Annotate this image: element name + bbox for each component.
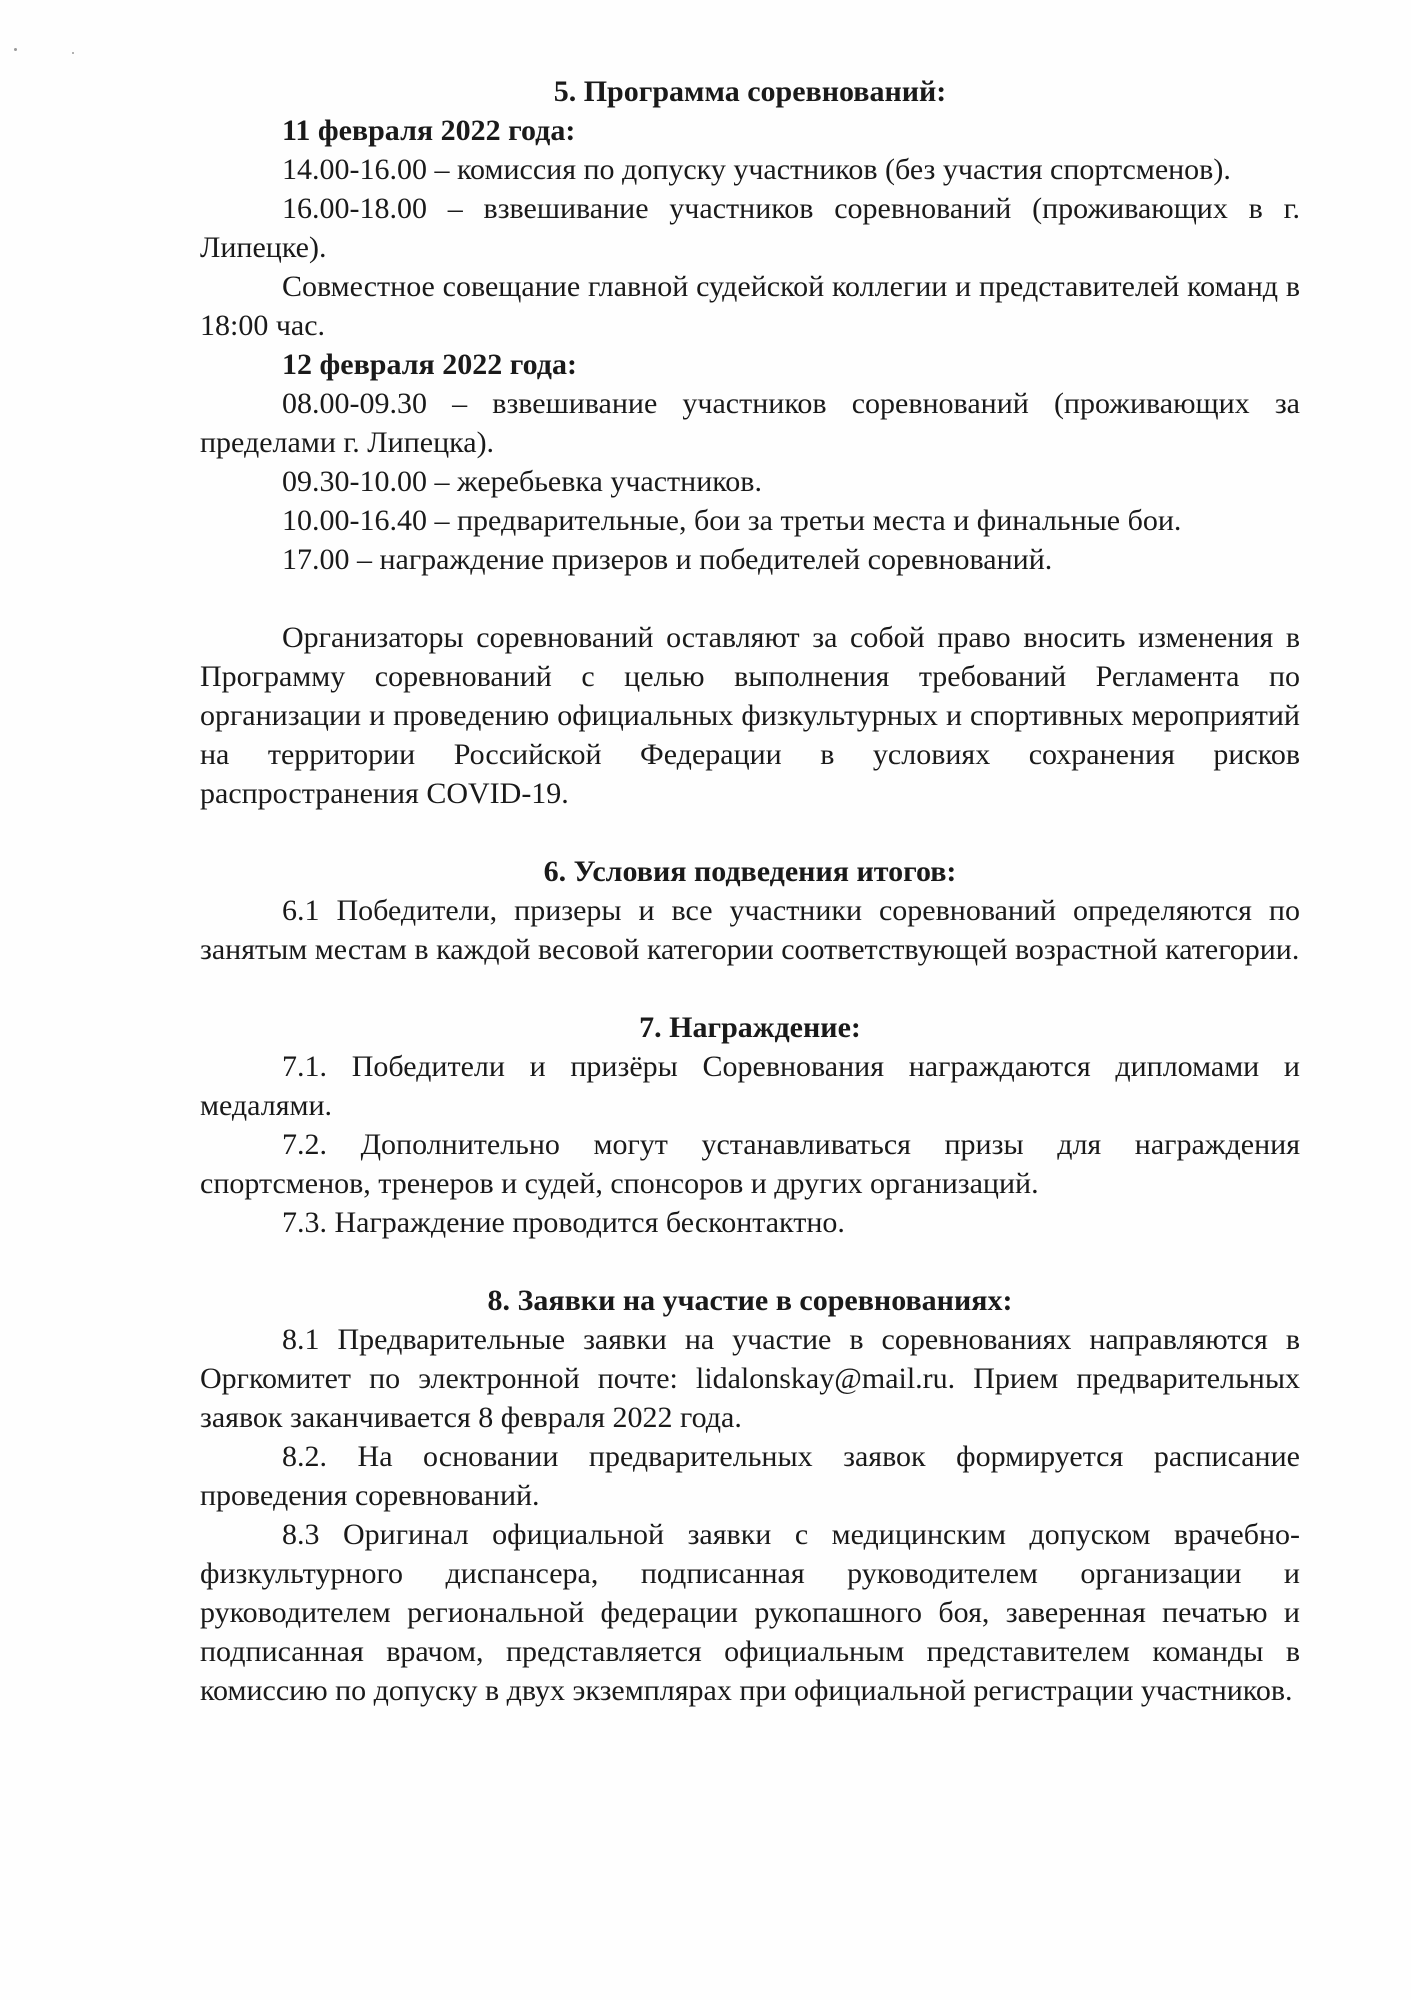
paragraph-6-1: 6.1 Победители, призеры и все участники соревнований определяются по занятым местам в каждой весовой категории соответствующей возрастной категории. xyxy=(200,894,1300,966)
paragraph-8-2: 8.2. На основании предварительных заявок формируется расписание проведения соревнований. xyxy=(200,1440,1300,1512)
section-5 xyxy=(200,72,1300,813)
day-1-title: 11 февраля 2022 года: xyxy=(282,114,576,147)
section-7-heading: 7. Награждение: xyxy=(639,1011,861,1044)
schedule-item: 10.00-16.40 – предварительные, бои за третьи места и финальные бои. xyxy=(282,504,1182,537)
paragraph-7-3: 7.3. Награждение проводится бесконтактно. xyxy=(282,1206,845,1239)
section-6 xyxy=(200,852,1300,969)
spacer xyxy=(200,579,1300,618)
program-note: Организаторы соревнований оставляют за собой право вносить изменения в Программу соревнований с целью выполнения требований Регламента по организации и проведению официальных физкультурных и спортивных мероприятий на территории Российской Федерации в условиях сохранения рисков распространения COVID-19. xyxy=(200,621,1300,810)
day-2-title: 12 февраля 2022 года: xyxy=(282,348,577,381)
paragraph-7-1: 7.1. Победители и призёры Соревнования награждаются дипломами и медалями. xyxy=(200,1050,1300,1122)
scan-speck xyxy=(72,52,74,54)
section-5-heading: 5. Программа соревнований: xyxy=(553,75,947,108)
paragraph-8-1: 8.1 Предварительные заявки на участие в соревнованиях направляются в Оргкомитет по электронной почте: lidalonskay@mail.ru. Прием предварительных заявок заканчивается 8 февраля 2022 года. xyxy=(200,1323,1300,1434)
paragraph-8-3: 8.3 Оригинал официальной заявки с медицинским допуском врачебно-физкультурного диспансера, подписанная руководителем организации и руководителем региональной федерации рукопашного боя, заверенная печатью и подписанная врачом, представляется официальным представителем команды в комиссию по допуску в двух экземплярах при официальной регистрации участников. xyxy=(200,1518,1300,1707)
spacer xyxy=(200,969,1300,1008)
schedule-item: 16.00-18.00 – взвешивание участников соревнований (проживающих в г. Липецке). xyxy=(200,192,1300,264)
schedule-item: 09.30-10.00 – жеребьевка участников. xyxy=(282,465,762,498)
scan-speck xyxy=(14,48,17,51)
section-7 xyxy=(200,1008,1300,1242)
schedule-item: 17.00 – награждение призеров и победителей соревнований. xyxy=(282,543,1053,576)
section-8-heading: 8. Заявки на участие в соревнованиях: xyxy=(487,1284,1013,1317)
spacer xyxy=(200,1242,1300,1281)
schedule-item: Совместное совещание главной судейской коллегии и представителей команд в 18:00 час. xyxy=(200,270,1300,342)
schedule-item: 14.00-16.00 – комиссия по допуску участников (без участия спортсменов). xyxy=(282,153,1231,186)
document-content xyxy=(200,72,1300,1710)
section-8 xyxy=(200,1281,1300,1710)
schedule-item: 08.00-09.30 – взвешивание участников соревнований (проживающих за пределами г. Липецка). xyxy=(200,387,1300,459)
spacer xyxy=(200,813,1300,852)
section-6-heading: 6. Условия подведения итогов: xyxy=(543,855,957,888)
paragraph-7-2: 7.2. Дополнительно могут устанавливаться призы для награждения спортсменов, тренеров и судей, спонсоров и других организаций. xyxy=(200,1128,1300,1200)
